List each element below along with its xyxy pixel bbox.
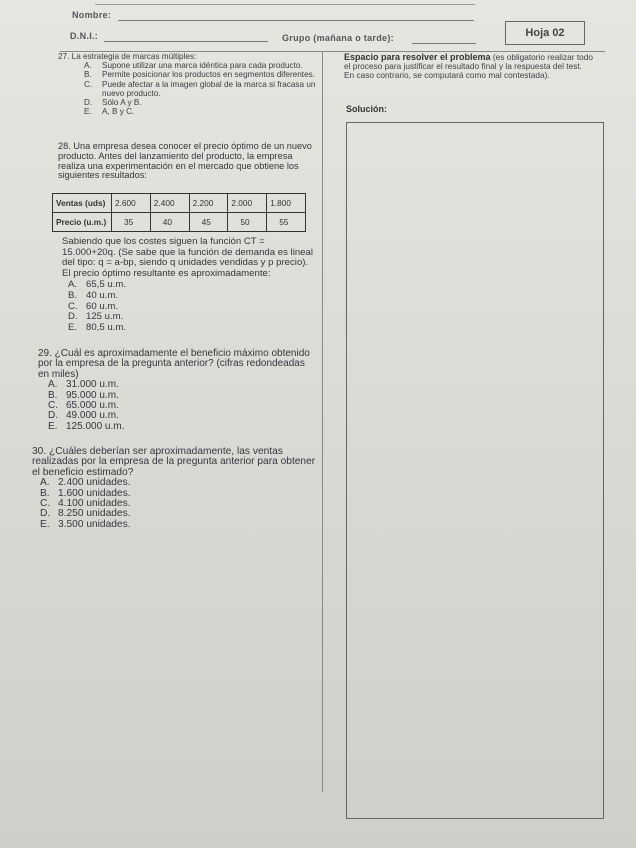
q27-option-d[interactable]: D. Sólo A y B. [84, 98, 142, 108]
work-space-note: (es obligatorio realizar todo el proceso para justificar el resultado final y la respuesta del test. En caso contrario, se computará como mal contestada). [344, 52, 593, 80]
q28-option-b[interactable]: B. 40 u.m. [68, 289, 118, 301]
table-cell: 55 [267, 213, 306, 232]
q30-option-e[interactable]: E. 3.500 unidades. [40, 518, 131, 530]
dni-line [104, 41, 268, 42]
q27-option-c[interactable]: C. Puede afectar a la imagen global de la marca si fracasa un nuevo producto. [84, 79, 316, 98]
work-space-heading: Espacio para resolver el problema [344, 52, 491, 62]
q29-option-e[interactable]: E. 125.000 u.m. [48, 420, 125, 432]
table-row-label: Ventas (uds) [53, 194, 112, 213]
q30-option-d[interactable]: D. 8.250 unidades. [40, 508, 131, 520]
question-28-text: Sabiendo que los costes siguen la función CT = 15.000+20q. (Se sabe que la función de demanda es lineal del tipo: q = a-bp, siendo q unidades vendidas y p precio). El precio óptimo resultante es aproximadamente: [62, 236, 313, 279]
q28-option-c[interactable]: C. 60 u.m. [68, 300, 118, 312]
question-29-stem: 29. ¿Cuál es aproximadamente el beneficio máximo obtenido por la empresa de la pregunta anterior? (cifras redondeadas en miles) [38, 348, 310, 380]
q30-option-b[interactable]: B. 1.600 unidades. [40, 487, 131, 499]
table-cell: 50 [228, 213, 267, 232]
table-cell: 35 [112, 213, 151, 232]
nombre-label: Nombre: [72, 10, 112, 20]
solucion-label: Solución: [346, 104, 387, 114]
question-28-stem: 28. Una empresa desea conocer el precio óptimo de un nuevo producto. Antes del lanzamiento del producto, la empresa realiza una experimentación en el mercado que obtiene los siguientes resultados: [58, 141, 312, 181]
table-row [53, 194, 306, 213]
question-30 [32, 447, 316, 530]
question-28-body [62, 237, 316, 333]
column-divider [322, 52, 323, 792]
question-27 [58, 52, 316, 116]
dni-label: D.N.I.: [70, 31, 99, 41]
q29-option-a[interactable]: A. 31.000 u.m. [48, 379, 119, 391]
q30-option-a[interactable]: A. 2.400 unidades. [40, 477, 131, 489]
table-cell: 2.600 [112, 194, 151, 213]
solution-answer-box[interactable] [346, 122, 604, 819]
table-cell: 45 [189, 213, 228, 232]
hoja-number-box: Hoja 02 [505, 21, 585, 45]
table-cell: 2.000 [228, 194, 267, 213]
q28-option-a[interactable]: A. 65,5 u.m. [68, 279, 126, 291]
q28-option-e[interactable]: E. 80,5 u.m. [68, 321, 126, 333]
q30-option-c[interactable]: C. 4.100 unidades. [40, 498, 131, 510]
table-cell: 1.800 [267, 194, 306, 213]
question-29 [38, 349, 316, 432]
q29-option-d[interactable]: D. 49.000 u.m. [48, 410, 119, 422]
work-space-instructions [344, 53, 594, 80]
grupo-label: Grupo (mañana o tarde): [282, 33, 394, 43]
question-30-stem: 30. ¿Cuáles deberían ser aproximadamente, las ventas realizadas por la empresa de la pregunta anterior para obtener el beneficio estimado? [32, 446, 316, 478]
q27-option-b[interactable]: B. Permite posicionar los productos en segmentos diferentes. [84, 70, 315, 80]
q27-option-a[interactable]: A. Supone utilizar una marca idéntica para cada producto. [84, 61, 303, 71]
table-cell: 2.200 [189, 194, 228, 213]
q27-option-e[interactable]: E. A, B y C. [84, 107, 135, 117]
q28-option-d[interactable]: D. 125 u.m. [68, 311, 124, 323]
sales-price-table [52, 193, 306, 232]
question-27-stem: 27. La estrategia de marcas múltiples: [58, 52, 197, 61]
q29-option-c[interactable]: C. 65.000 u.m. [48, 400, 119, 412]
table-row-label: Precio (u.m.) [53, 213, 112, 232]
grupo-line [412, 43, 476, 44]
q29-option-b[interactable]: B. 95.000 u.m. [48, 389, 119, 401]
table-cell: 2.400 [150, 194, 189, 213]
top-line [95, 4, 475, 5]
table-row [53, 213, 306, 232]
table-cell: 40 [150, 213, 189, 232]
nombre-line [118, 20, 474, 21]
